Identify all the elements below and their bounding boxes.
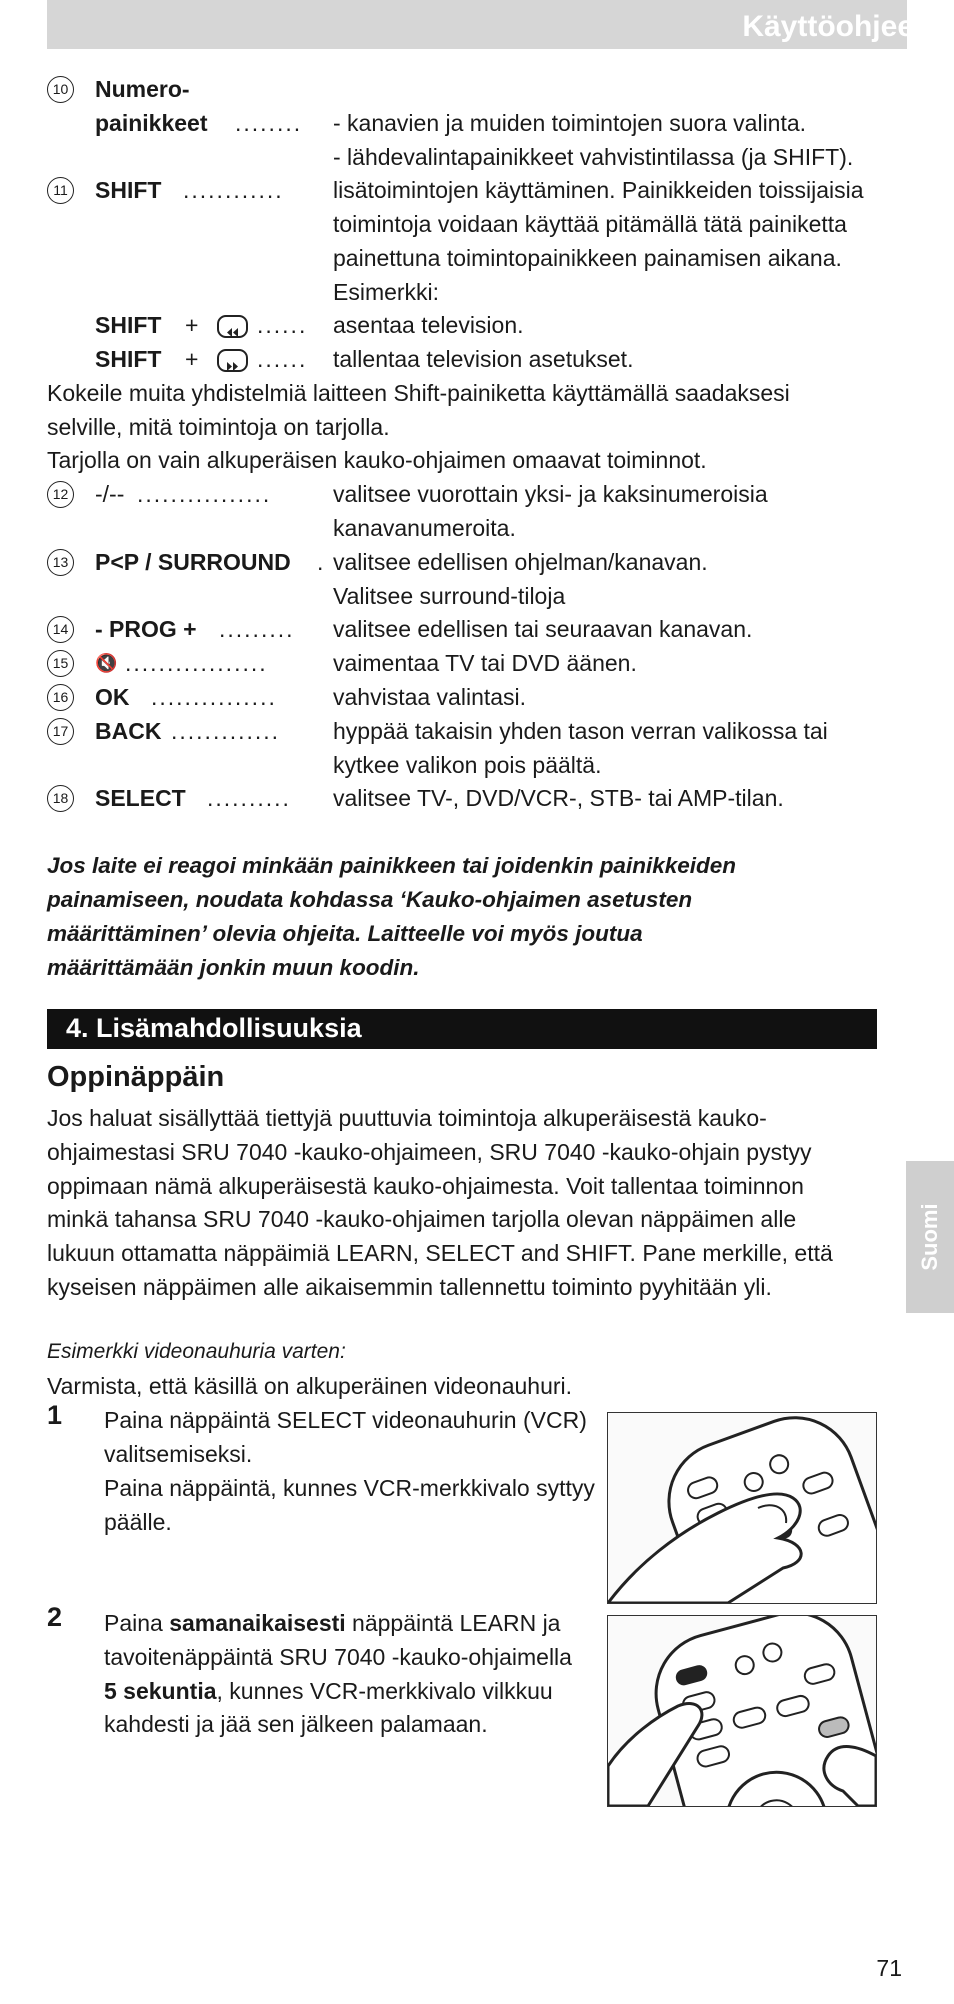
shift-desc: asentaa television. [333, 312, 524, 338]
forward-button-icon [217, 349, 248, 372]
step-line: 5 sekuntia, kunnes VCR-merkkivalo vilkkuu [104, 1678, 553, 1704]
intro-line: oppimaan nämä alkuperäisestä kauko-ohjaimesta. Voit tallentaa toiminnon [47, 1173, 804, 1199]
leader-dots: ........ [235, 110, 303, 136]
step-number: 1 [47, 1400, 63, 1430]
item-number: 10 [47, 76, 74, 103]
item-desc: kanavanumeroita. [333, 515, 516, 541]
step-number: 2 [47, 1602, 63, 1632]
item-term: -/-- [95, 481, 125, 507]
shift-term: SHIFT [95, 346, 162, 372]
item-term: BACK [95, 718, 162, 744]
item-desc: vahvistaa valintasi. [333, 684, 527, 710]
note-line: Kokeile muita yhdistelmiä laitteen Shift-painiketta käyttämällä saadaksesi [47, 380, 790, 406]
warning-line: määrittäminen’ olevia ohjeita. Laitteelle voi myös joutua [47, 921, 643, 946]
step-line: valitsemiseksi. [104, 1441, 253, 1467]
item-desc: vaimentaa TV tai DVD äänen. [333, 650, 637, 676]
step-line: kahdesti ja jää sen jälkeen palamaan. [104, 1711, 488, 1737]
warning-line: Jos laite ei reagoi minkään painikkeen tai joidenkin painikkeiden [47, 853, 736, 878]
item-desc: - kanavien ja muiden toimintojen suora valinta. [333, 110, 807, 136]
intro-line: minkä tahansa SRU 7040 -kauko-ohjaimen tarjolla olevan näppäimen alle [47, 1206, 797, 1232]
page-number: 71 [876, 1955, 902, 1981]
leader-dots: ............ [183, 177, 284, 203]
step-line: päälle. [104, 1509, 172, 1535]
leader-dots: ............... [151, 684, 277, 710]
item-desc: Esimerkki: [333, 279, 440, 305]
shift-term: SHIFT [95, 312, 162, 338]
item-term: SELECT [95, 785, 186, 811]
shift-desc: tallentaa television asetukset. [333, 346, 634, 372]
item-desc: lisätoimintojen käyttäminen. Painikkeiden toissijaisia [333, 177, 864, 203]
item-number: 13 [47, 549, 74, 576]
leader-dots: ...... [257, 346, 308, 372]
plus-sign: + [185, 346, 199, 372]
section-title: 4. Lisämahdollisuuksia [66, 1013, 362, 1043]
warning-line: määrittämään jonkin muun koodin. [47, 955, 420, 980]
leader-dots: ......... [219, 616, 295, 642]
mute-icon: 🔇 [95, 653, 118, 673]
leader-dots: ................ [137, 481, 272, 507]
item-desc: valitsee edellisen tai seuraavan kanavan. [333, 616, 753, 642]
leader-dots: .......... [207, 785, 291, 811]
example-intro: Varmista, että käsillä on alkuperäinen videonauhuri. [47, 1373, 573, 1399]
leader-dots: . [317, 549, 326, 575]
language-label: Suomi [917, 1203, 942, 1271]
item-term: SHIFT [95, 177, 162, 203]
item-number: 14 [47, 616, 74, 643]
item-desc: painettuna toimintopainikkeen painamisen aikana. [333, 245, 842, 271]
warning-line: painamiseen, noudata kohdassa ‘Kauko-ohjaimen asetusten [47, 887, 693, 912]
rewind-button-icon [217, 315, 248, 338]
item-term: painikkeet [95, 110, 208, 136]
leader-dots: ................. [125, 650, 268, 676]
intro-line: lukuun ottamatta näppäimiä LEARN, SELECT and SHIFT. Pane merkille, että [47, 1240, 833, 1266]
item-desc: - lähdevalintapainikkeet vahvistintilassa (ja SHIFT). [333, 144, 854, 170]
item-number: 11 [47, 177, 74, 204]
item-number: 15 [47, 650, 74, 677]
remote-illustration-learn [607, 1615, 877, 1807]
language-side-tab [906, 1161, 954, 1313]
step-line: tavoitenäppäintä SRU 7040 -kauko-ohjaimella [104, 1644, 572, 1670]
step-line: Paina näppäintä SELECT videonauhurin (VCR) [104, 1407, 587, 1433]
intro-line: Jos haluat sisällyttää tiettyjä puuttuvia toimintoja alkuperäisestä kauko- [47, 1105, 767, 1131]
leader-dots: ............. [171, 718, 281, 744]
item-term: Numero- [95, 76, 190, 102]
note-line: selville, mitä toimintoja on tarjolla. [47, 414, 390, 440]
item-desc: valitsee vuorottain yksi- ja kaksinumeroisia [333, 481, 768, 507]
item-number: 16 [47, 684, 74, 711]
leader-dots: ...... [257, 312, 308, 338]
intro-line: ohjaimestasi SRU 7040 -kauko-ohjaimeen, SRU 7040 -kauko-ohjain pystyy [47, 1139, 812, 1165]
header-title: Käyttöohjeet [742, 10, 924, 43]
step-line: Paina näppäintä, kunnes VCR-merkkivalo syttyy [104, 1475, 595, 1501]
example-heading: Esimerkki videonauhuria varten: [47, 1340, 346, 1363]
item-desc: valitsee edellisen ohjelman/kanavan. [333, 549, 708, 575]
step-line: Paina samanaikaisesti näppäintä LEARN ja [104, 1610, 561, 1636]
item-term: - PROG + [95, 616, 197, 642]
note-line: Tarjolla on vain alkuperäisen kauko-ohjaimen omaavat toiminnot. [47, 447, 707, 473]
remote-illustration-select [607, 1412, 877, 1604]
item-number: 17 [47, 718, 74, 745]
item-desc: toimintoja voidaan käyttää pitämällä tätä painiketta [333, 211, 847, 237]
item-number: 12 [47, 481, 74, 508]
item-desc: kytkee valikon pois päältä. [333, 752, 602, 778]
item-desc: hyppää takaisin yhden tason verran valikossa tai [333, 718, 828, 744]
intro-line: kyseisen näppäimen alle aikaisemmin tallennettu toiminto pyyhitään yli. [47, 1274, 772, 1300]
item-desc: Valitsee surround-tiloja [333, 583, 566, 609]
plus-sign: + [185, 312, 199, 338]
subsection-title: Oppinäppäin [47, 1061, 225, 1093]
item-number: 18 [47, 785, 74, 812]
item-term: OK [95, 684, 130, 710]
item-term: P<P / SURROUND [95, 549, 291, 575]
item-desc: valitsee TV-, DVD/VCR-, STB- tai AMP-tilan. [333, 785, 784, 811]
